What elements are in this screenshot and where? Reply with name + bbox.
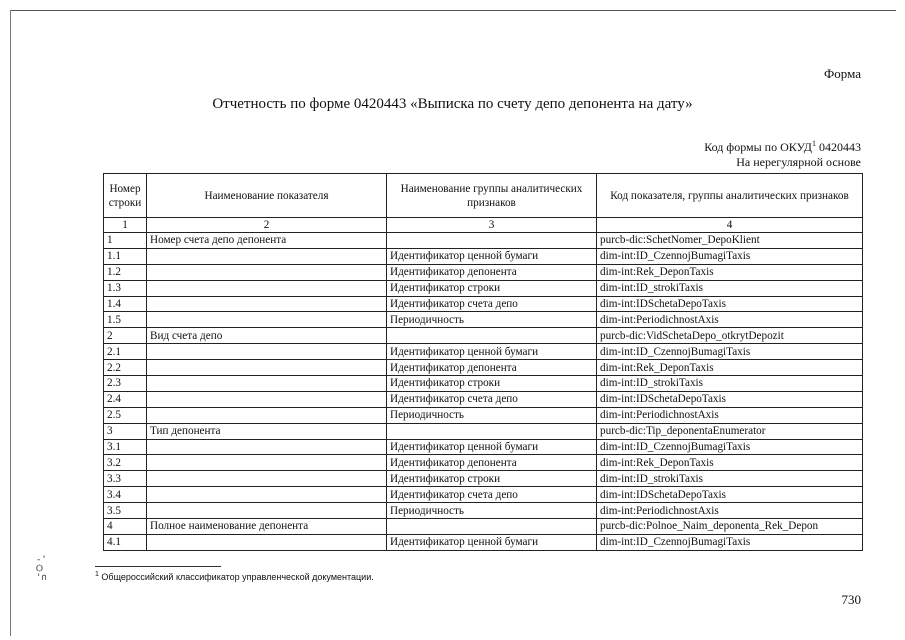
group-name: Идентификатор строки [387,280,597,296]
indicator-name [147,360,387,376]
row-number: 2.5 [104,407,147,423]
group-name: Идентификатор ценной бумаги [387,534,597,550]
indicator-name [147,312,387,328]
okud-label: Код формы по ОКУД [704,140,812,154]
group-name: Периодичность [387,407,597,423]
indicator-name [147,407,387,423]
indicator-code: dim-int:ID_strokiTaxis [597,280,863,296]
indicator-code: dim-int:ID_CzennojBumagiTaxis [597,534,863,550]
indicator-name [147,503,387,519]
periodicity: На нерегулярной основе [736,155,861,169]
row-number: 3.4 [104,487,147,503]
indicator-name [147,248,387,264]
group-name: Периодичность [387,503,597,519]
table-row [104,487,863,503]
group-name: Идентификатор строки [387,471,597,487]
table-row [104,519,863,535]
table-row [104,503,863,519]
margin-scan-marks: -' Ѻ '∩ [36,555,47,583]
col-number: 1 [104,218,147,233]
indicator-code: purcb-dic:SchetNomer_DepoKlient [597,233,863,249]
row-number: 2.3 [104,376,147,392]
row-number: 1.5 [104,312,147,328]
indicator-code: purcb-dic:VidSchetaDepo_otkrytDepozit [597,328,863,344]
col-header-row-number: Номер строки [104,174,147,218]
col-header-group-name: Наименование группы аналитических признаков [387,174,597,218]
group-name [387,423,597,439]
col-header-indicator-name: Наименование показателя [147,174,387,218]
indicator-name [147,471,387,487]
indicators-table [103,173,863,551]
table-row [104,312,863,328]
page-border-top [10,10,896,11]
table-row [104,233,863,249]
group-name: Идентификатор ценной бумаги [387,439,597,455]
table-row [104,280,863,296]
table-row [104,360,863,376]
row-number: 3.1 [104,439,147,455]
okud-block [704,136,861,170]
group-name: Идентификатор ценной бумаги [387,248,597,264]
indicator-code: dim-int:ID_strokiTaxis [597,471,863,487]
row-number: 4 [104,519,147,535]
indicator-code: dim-int:ID_strokiTaxis [597,376,863,392]
indicator-code: dim-int:IDSchetaDepoTaxis [597,487,863,503]
row-number: 1.3 [104,280,147,296]
table-row [104,296,863,312]
indicator-code: dim-int:Rek_DeponTaxis [597,264,863,280]
document-title: Отчетность по форме 0420443 «Выписка по счету депо депонента на дату» [212,96,693,112]
table-header-row [104,174,863,218]
indicator-name [147,487,387,503]
group-name: Идентификатор депонента [387,455,597,471]
okud-footnote-mark: 1 [812,139,816,148]
indicator-code: purcb-dic:Polnoe_Naim_deponenta_Rek_Depon [597,519,863,535]
table-row [104,344,863,360]
group-name: Идентификатор депонента [387,264,597,280]
indicator-name: Тип депонента [147,423,387,439]
row-number: 2 [104,328,147,344]
indicator-code: dim-int:ID_CzennojBumagiTaxis [597,248,863,264]
group-name: Идентификатор счета депо [387,296,597,312]
indicator-code: dim-int:IDSchetaDepoTaxis [597,391,863,407]
table-row [104,328,863,344]
indicator-name: Вид счета депо [147,328,387,344]
row-number: 4.1 [104,534,147,550]
row-number: 3.5 [104,503,147,519]
table-row [104,534,863,550]
footnote [95,571,374,582]
table-row [104,407,863,423]
table-row [104,455,863,471]
indicator-name [147,344,387,360]
row-number: 3.3 [104,471,147,487]
footnote-mark: 1 [95,571,99,578]
row-number: 1.4 [104,296,147,312]
col-number: 2 [147,218,387,233]
group-name: Идентификатор счета депо [387,391,597,407]
indicator-code: dim-int:Rek_DeponTaxis [597,455,863,471]
page-number: 730 [841,592,861,607]
footnote-divider [95,566,221,567]
row-number: 1.1 [104,248,147,264]
row-number: 2.1 [104,344,147,360]
row-number: 2.2 [104,360,147,376]
group-name: Идентификатор счета депо [387,487,597,503]
form-label: Форма [824,66,861,81]
col-number: 4 [597,218,863,233]
row-number: 1.2 [104,264,147,280]
indicator-name [147,455,387,471]
table-row [104,376,863,392]
indicator-code: purcb-dic:Tip_deponentaEnumerator [597,423,863,439]
indicator-code: dim-int:PeriodichnostAxis [597,312,863,328]
okud-code: 0420443 [819,140,861,154]
row-number: 3 [104,423,147,439]
table-row [104,264,863,280]
group-name [387,233,597,249]
table-row [104,471,863,487]
group-name [387,519,597,535]
indicator-code: dim-int:ID_CzennojBumagiTaxis [597,439,863,455]
indicator-name [147,391,387,407]
column-numbers-row [104,218,863,233]
footnote-text: Общероссийский классификатор управленческой документации. [101,572,374,582]
indicator-code: dim-int:Rek_DeponTaxis [597,360,863,376]
table-row [104,439,863,455]
indicator-name: Полное наименование депонента [147,519,387,535]
indicator-code: dim-int:PeriodichnostAxis [597,503,863,519]
col-number: 3 [387,218,597,233]
indicator-name: Номер счета депо депонента [147,233,387,249]
okud-line [704,136,861,155]
indicator-name [147,264,387,280]
row-number: 3.2 [104,455,147,471]
indicator-code: dim-int:IDSchetaDepoTaxis [597,296,863,312]
indicator-name [147,280,387,296]
indicator-name [147,439,387,455]
indicator-code: dim-int:PeriodichnostAxis [597,407,863,423]
group-name: Идентификатор депонента [387,360,597,376]
indicator-code: dim-int:ID_CzennojBumagiTaxis [597,344,863,360]
table-row [104,391,863,407]
group-name [387,328,597,344]
indicator-name [147,296,387,312]
table-row [104,423,863,439]
group-name: Периодичность [387,312,597,328]
indicator-name [147,376,387,392]
group-name: Идентификатор строки [387,376,597,392]
row-number: 1 [104,233,147,249]
col-header-code: Код показателя, группы аналитических признаков [597,174,863,218]
row-number: 2.4 [104,391,147,407]
table-row [104,248,863,264]
group-name: Идентификатор ценной бумаги [387,344,597,360]
indicator-name [147,534,387,550]
